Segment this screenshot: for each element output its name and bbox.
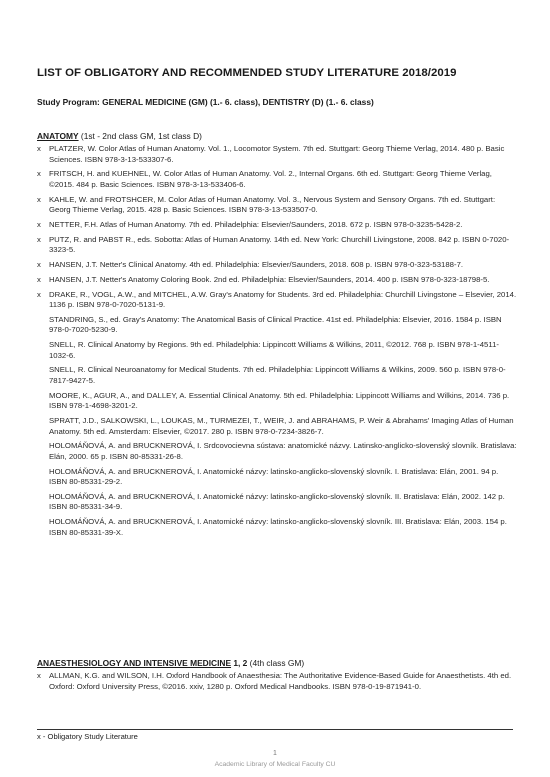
study-program: Study Program: GENERAL MEDICINE (GM) (1.- 6. class), DENTISTRY (D) (1.- 6. class) bbox=[37, 97, 374, 107]
document-title: LIST OF OBLIGATORY AND RECOMMENDED STUDY LITERATURE 2018/2019 bbox=[37, 67, 457, 79]
literature-entry bbox=[37, 467, 517, 488]
literature-entry bbox=[37, 365, 517, 386]
entry-text: KAHLE, W. and FROTSHCER, M. Color Atlas of Human Anatomy. Vol. 3., Nervous System and Sensory Organs. 7th ed. Stuttgart: Georg Thieme Verlag, 2015. 428 p. Basic Sciences. ISBN 978-3-13-533507-0. bbox=[49, 194, 496, 215]
entry-text: SNELL, R. Clinical Neuroanatomy for Medical Students. 7th ed. Philadelphia: Lippincott Williams & Wilkins, 2009. 560 p. ISBN 978-0-7817-9427-5. bbox=[49, 365, 506, 385]
obligatory-mark: x bbox=[37, 234, 41, 244]
entry-text: ALLMAN, K.G. and WILSON, I.H. Oxford Handbook of Anaesthesia: The Authoritative Evidence-Based Guide for Anaesthetists. 4th ed. Oxford: Oxford University Press, ©2016. xxiv, 1280 p. Oxford Medical Handbooks. ISBN 978-0-19-871941-0. bbox=[49, 671, 512, 691]
section-name[interactable]: ANAESTHESIOLOGY AND INTENSIVE MEDICINE bbox=[37, 658, 232, 668]
obligatory-mark: x bbox=[37, 274, 41, 284]
literature-entry bbox=[37, 290, 517, 311]
obligatory-mark: x bbox=[37, 194, 41, 204]
page-number: 1 bbox=[273, 750, 277, 757]
section-number: 1, 2 bbox=[231, 658, 248, 668]
section-name[interactable]: ANATOMY bbox=[37, 131, 79, 141]
literature-entry bbox=[37, 391, 517, 412]
entry-list bbox=[37, 671, 517, 692]
entry-text: SNELL, R. Clinical Anatomy by Regions. 9th ed. Philadelphia: Lippincott Williams & Wilkins, 2011, ©2012. 768 p. ISBN 978-1-4511-1032-6. bbox=[49, 340, 499, 360]
obligatory-mark: x bbox=[37, 219, 41, 229]
entry-text: PLATZER, W. Color Atlas of Human Anatomy. Vol. 1., Locomotor System. 7th ed. Stuttgart: Georg Thieme Verlag, 2014. 480 p. Basic Sciences. ISBN 978-3-13-533307-6. bbox=[49, 144, 505, 164]
entry-text: HOLOMÁŇOVÁ, A. and BRUCKNEROVÁ, I. Anatomické názvy: latinsko-anglicko-slovenský slovník. I. Bratislava: Elán, 2001. 94 p. ISBN 80-85331-29-2. bbox=[49, 466, 499, 487]
entry-text: MOORE, K., AGUR, A., and DALLEY, A. Essential Clinical Anatomy. 5th ed. Philadelphia: Lippincott Williams and Wilkins, 2014. 736 p. ISBN 978-1-4698-3201-2. bbox=[49, 390, 510, 411]
section-heading bbox=[37, 658, 517, 668]
entry-text: NETTER, F.H. Atlas of Human Anatomy. 7th ed. Philadelphia: Elsevier/Saunders, 2018. 672 p. ISBN 978-0-3235-5428-2. bbox=[49, 219, 463, 229]
literature-entry bbox=[37, 235, 517, 256]
literature-entry bbox=[37, 275, 517, 286]
section-detail: (4th class GM) bbox=[247, 658, 305, 668]
entry-text: HOLOMÁŇOVÁ, A. and BRUCKNEROVÁ, I. Srdcovocievna sústava: anatomické názvy. Latinsko-anglicko-slovenský slovník. Bratislava: Elán, 2000. 65 p. ISBN 80-85331-26-8. bbox=[49, 441, 517, 461]
literature-entry bbox=[37, 441, 517, 462]
literature-entry bbox=[37, 340, 517, 361]
section-detail: (1st - 2nd class GM, 1st class D) bbox=[78, 131, 202, 141]
entry-text: DRAKE, R., VOGL, A.W., and MITCHEL, A.W. Gray's Anatomy for Students. 3rd ed. Philadelphia: Churchill Livingstone – Elsevier, 2014. 1136 p. ISBN 978-0-7020-5131-9. bbox=[49, 289, 517, 310]
literature-entry bbox=[37, 492, 517, 513]
footer-divider bbox=[37, 729, 513, 730]
literature-entry bbox=[37, 416, 517, 437]
entry-text: HANSEN, J.T. Netter's Clinical Anatomy. 4th ed. Philadelphia: Elsevier/Saunders, 2018. 608 p. ISBN 978-0-323-53188-7. bbox=[49, 259, 464, 269]
entry-text: HOLOMÁŇOVÁ, A. and BRUCKNEROVÁ, I. Anatomické názvy: latinsko-anglicko-slovenský slovník. II. Bratislava: Elán, 2002. 142 p. ISBN 80-85331-34-9. bbox=[49, 491, 505, 512]
entry-text: STANDRING, S., ed. Gray's Anatomy: The Anatomical Basis of Clinical Practice. 41st ed. Philadelphia: Elsevier, 2016. 1584 p. ISBN 978-0-7020-5230-9. bbox=[49, 314, 502, 335]
section-heading bbox=[37, 131, 517, 141]
library-footer: Academic Library of Medical Faculty CU bbox=[214, 761, 336, 768]
literature-entry bbox=[37, 169, 517, 190]
section-anaesthesiology bbox=[37, 658, 517, 696]
entry-text: HANSEN, J.T. Netter's Anatomy Coloring Book. 2nd ed. Philadelphia: Elsevier/Saunders, 2014. 400 p. ISBN 978-0-323-18798-5. bbox=[49, 274, 490, 284]
literature-entry bbox=[37, 220, 517, 231]
entry-text: HOLOMÁŇOVÁ, A. and BRUCKNEROVÁ, I. Anatomické názvy: latinsko-anglicko-slovenský slovník. III. Bratislava: Elán, 2003. 154 p. ISBN 80-85331-39-X. bbox=[49, 517, 507, 537]
entry-list bbox=[37, 144, 517, 538]
footnote: x - Obligatory Study Literature bbox=[37, 732, 138, 741]
literature-entry bbox=[37, 671, 517, 692]
literature-entry bbox=[37, 260, 517, 271]
entry-text: PUTZ, R. and PABST R., eds. Sobotta: Atlas of Human Anatomy. 14th ed. New York: Churchill Livingstone, 2008. 842 p. ISBN 0-7020-3323-5. bbox=[49, 234, 510, 255]
literature-entry bbox=[37, 315, 517, 336]
obligatory-mark: x bbox=[37, 259, 41, 269]
entry-text: FRITSCH, H. and KUEHNEL, W. Color Atlas of Human Anatomy. Vol. 2., Internal Organs. 6th ed. Stuttgart: Georg Thieme Verlag, ©2015. 484 p. Basic Sciences. ISBN 978-3-13-533406-6. bbox=[49, 169, 492, 189]
obligatory-mark: x bbox=[37, 289, 41, 299]
obligatory-mark: x bbox=[37, 671, 41, 680]
obligatory-mark: x bbox=[37, 144, 41, 153]
literature-entry bbox=[37, 144, 517, 165]
literature-entry bbox=[37, 517, 517, 538]
obligatory-mark: x bbox=[37, 169, 41, 179]
entry-text: SPRATT, J.D., SALKOWSKI, L., LOUKAS, M., TURMEZEI, T., WEIR, J. and ABRAHAMS, P. Weir & Abrahams' Imaging Atlas of Human Anatomy. 5th ed. Amsterdam: Elsevier, ©2017. 280 p. ISBN 978-0-7234-3826-7. bbox=[49, 416, 514, 436]
section-anatomy bbox=[37, 131, 517, 543]
literature-entry bbox=[37, 195, 517, 216]
